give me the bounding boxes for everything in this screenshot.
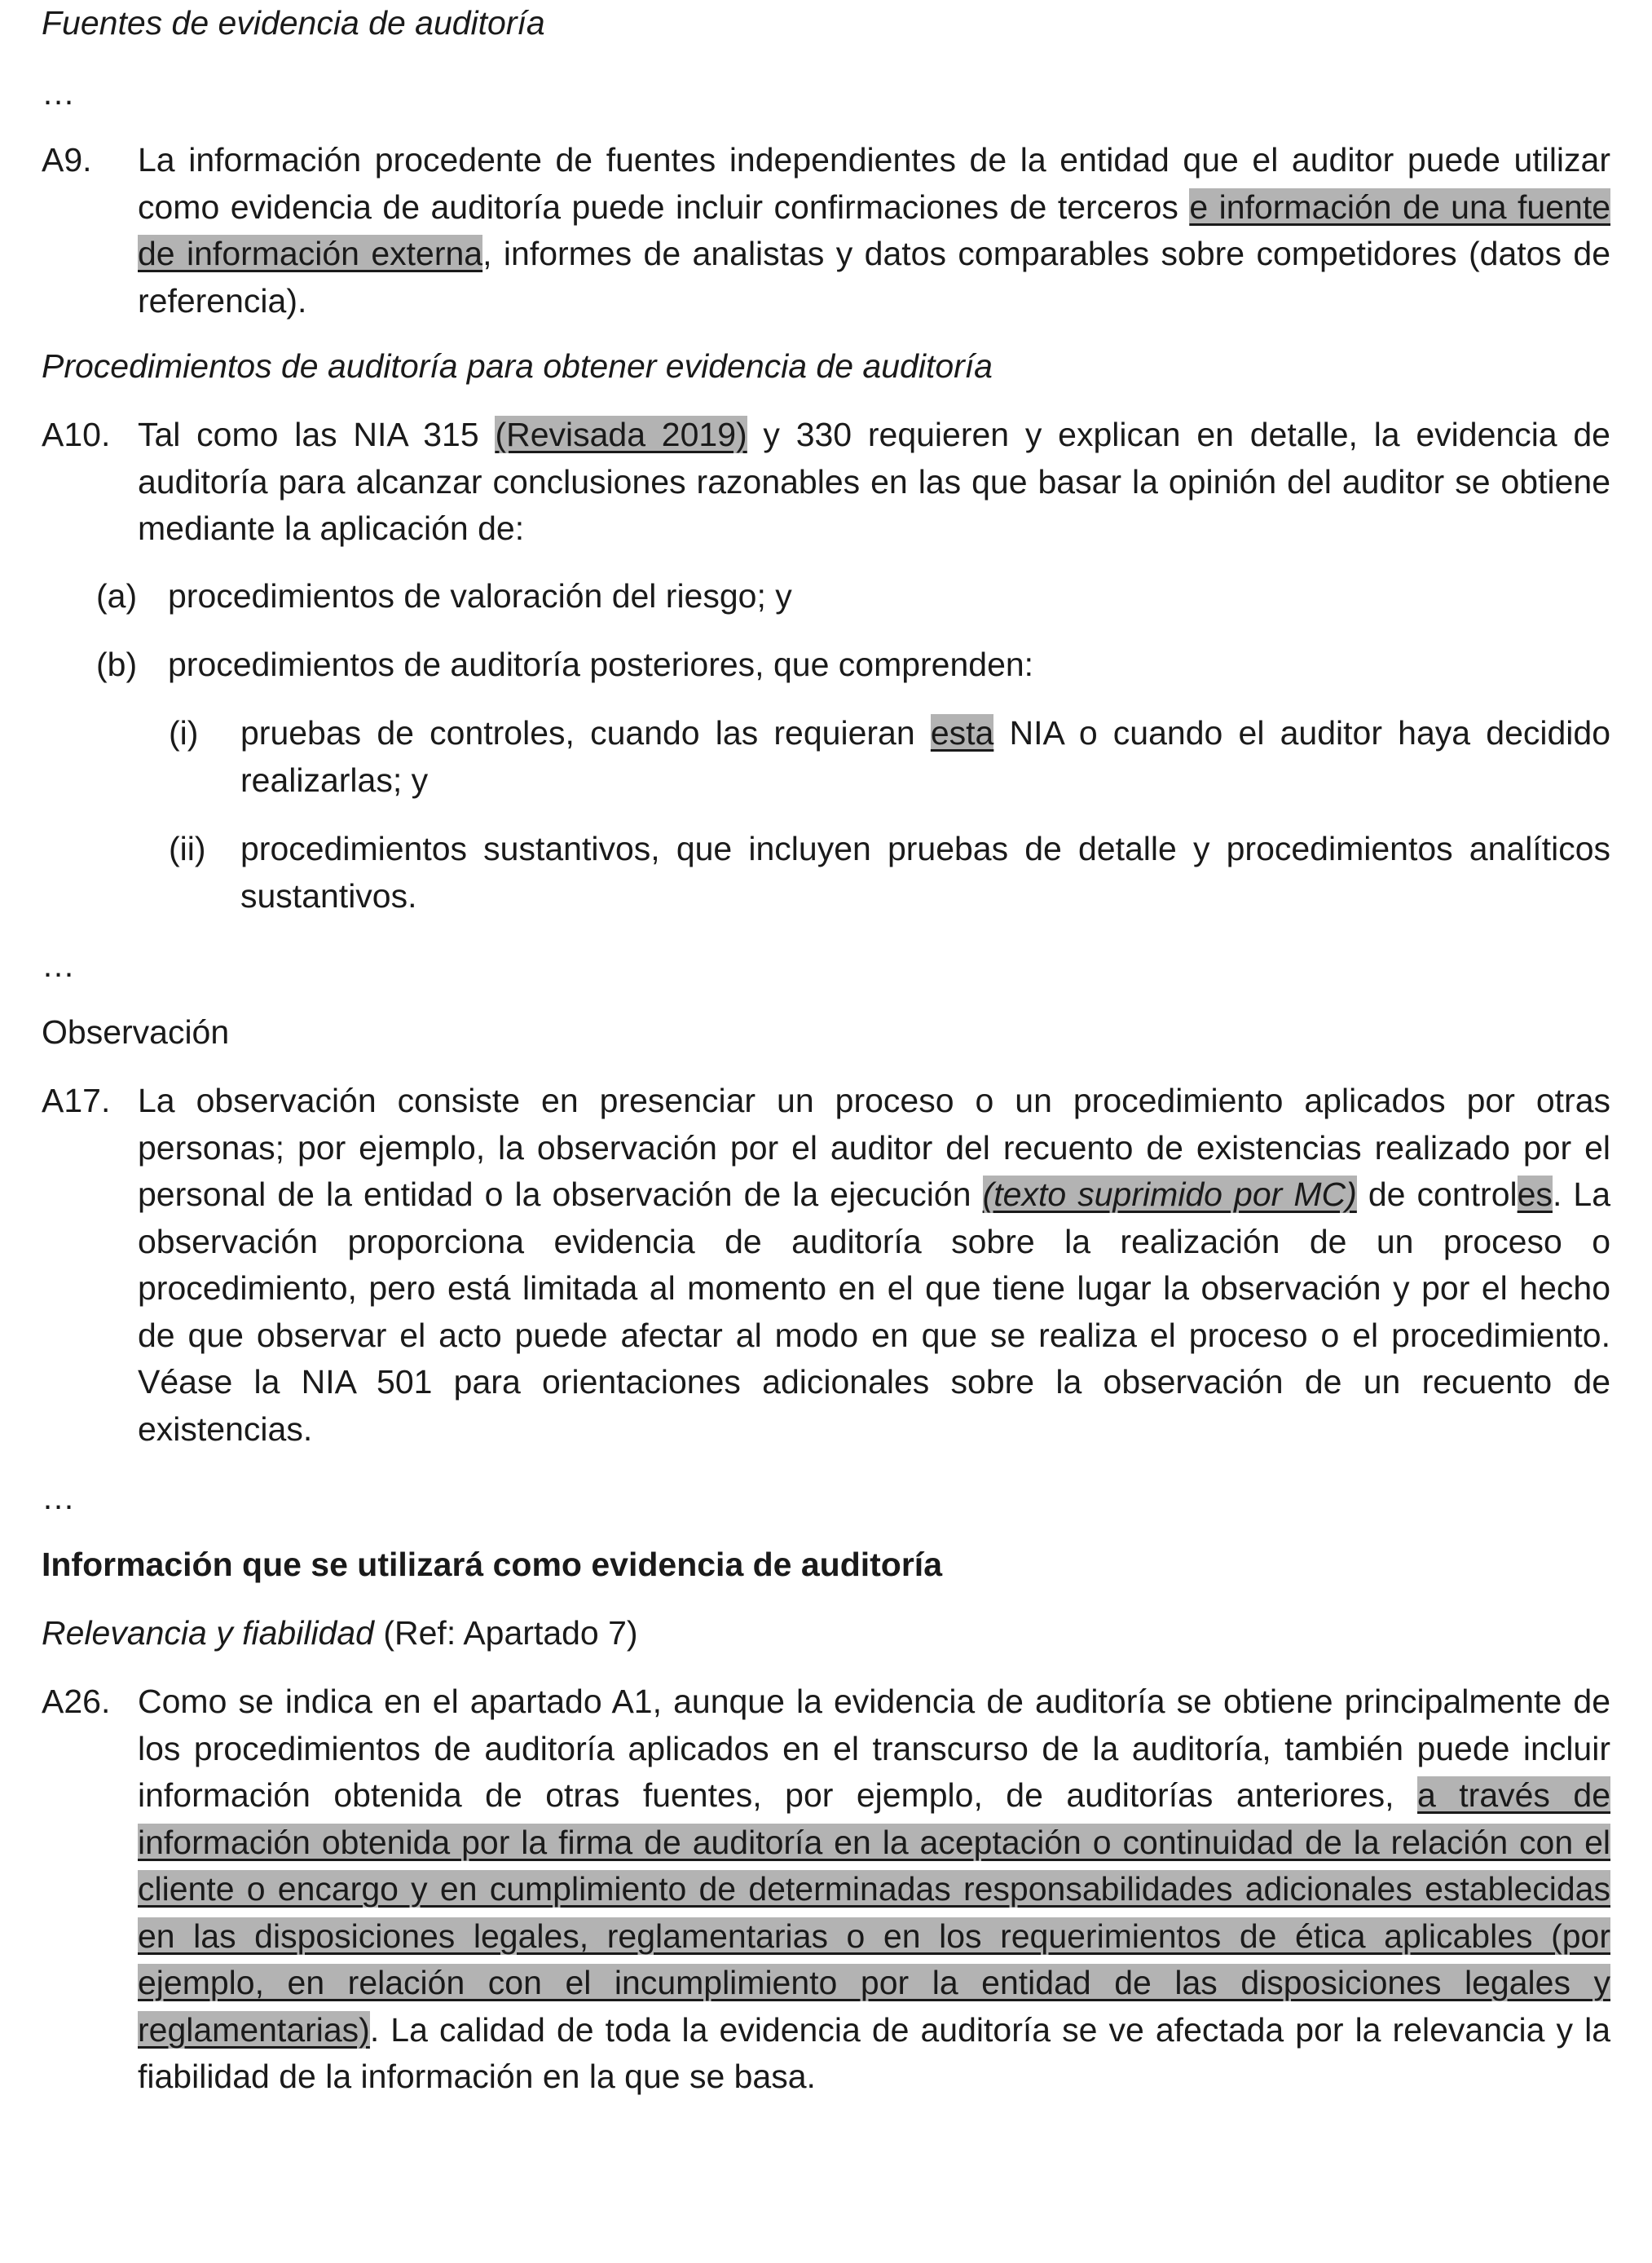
list-item-text: procedimientos de auditoría posteriores, que comprenden:: [168, 646, 1034, 683]
list-item-text: pruebas de controles, cuando las requieran esta NIA o cuando el auditor haya decidido realizarlas; y: [240, 714, 1611, 799]
highlighted-amendment: es: [1517, 1176, 1553, 1213]
ellipsis: …: [42, 946, 75, 984]
paragraph-body: Tal como las NIA 315 (Revisada 2019) y 330 requieren y explican en detalle, la evidencia de auditoría para alcanzar conclusiones razonables en las que basar la opinión del auditor se obtiene mediante la aplicación de:: [138, 416, 1610, 547]
section-heading-relevance: Relevancia y fiabilidad (Ref: Apartado 7): [42, 1614, 638, 1652]
paragraph-body: Como se indica en el apartado A1, aunque la evidencia de auditoría se obtiene principalmente de los procedimientos de auditoría aplicados en el transcurso de la auditoría, también puede incluir información obtenida de otras fuentes, por ejemplo, de auditorías anteriores, a través de información obtenida por la firma de auditoría en la aceptación o continuidad de la relación con el cliente o encargo y en cumplimiento de determinadas responsabilidades adicionales establecidas en las disposiciones legales, reglamentarias o en los requerimientos de ética aplicables (por ejemplo, en relación con el incumplimiento por la entidad de las disposiciones legales y reglamentarias). La calidad de toda la evidencia de auditoría se ve afectada por la relevancia y la fiabilidad de la información en la que se basa.: [138, 1683, 1610, 2095]
list-item-label: (b): [96, 646, 138, 683]
section-heading-information: Información que se utilizará como evidencia de auditoría: [42, 1546, 942, 1583]
list-item-text: procedimientos sustantivos, que incluyen pruebas de detalle y procedimientos analíticos sustantivos.: [240, 830, 1610, 915]
ellipsis: …: [42, 1479, 75, 1516]
paragraph-body: La información procedente de fuentes independientes de la entidad que el auditor puede utilizar como evidencia de auditoría puede incluir confirmaciones de terceros e información de una fuente de información externa, informes de analistas y datos comparables sobre competidores (datos de referencia).: [138, 141, 1611, 320]
highlighted-amendment: (texto suprimido por MC): [982, 1176, 1357, 1213]
ellipsis: …: [42, 74, 75, 112]
highlighted-amendment: a través de información obtenida por la firma de auditoría en la aceptación o continuidad de la relación con el cliente o encargo y en cumplimiento de determinadas responsabilidades adicionales establecidas en las disposiciones legales, reglamentarias o en los requerimientos de ética aplicables (por ejemplo, en relación con el incumplimiento por la entidad de las disposiciones legales y reglamentarias): [138, 1776, 1610, 2049]
list-item-label: (ii): [169, 830, 206, 867]
paragraph-number: A17.: [42, 1082, 111, 1119]
highlighted-amendment: (Revisada 2019): [495, 416, 747, 453]
paragraph-number: A9.: [42, 141, 92, 179]
highlighted-amendment: e información de una fuente de información externa: [138, 187, 1611, 272]
section-heading-procedures: Procedimientos de auditoría para obtener evidencia de auditoría: [42, 347, 993, 385]
paragraph-number: A26.: [42, 1683, 111, 1720]
highlighted-amendment: esta: [930, 714, 994, 752]
section-heading-observation: Observación: [42, 1013, 230, 1051]
paragraph-body: La observación consiste en presenciar un proceso o un procedimiento aplicados por otras personas; por ejemplo, la observación por el auditor del recuento de existencias realizado por el personal de la entidad o la observación de la ejecución (texto suprimido por MC) de controles. La observación proporciona evidencia de auditoría sobre la realización de un proceso o procedimiento, pero está limitada al momento en el que tiene lugar la observación y por el hecho de que observar el acto puede afectar al modo en que se realiza el proceso o el procedimiento. Véase la NIA 501 para orientaciones adicionales sobre la observación de un recuento de existencias.: [138, 1082, 1611, 1448]
list-item-text: procedimientos de valoración del riesgo; y: [168, 577, 792, 615]
paragraph-number: A10.: [42, 416, 111, 453]
section-heading-sources: Fuentes de evidencia de auditoría: [42, 4, 545, 42]
list-item-label: (i): [169, 714, 199, 752]
list-item-label: (a): [96, 577, 138, 615]
